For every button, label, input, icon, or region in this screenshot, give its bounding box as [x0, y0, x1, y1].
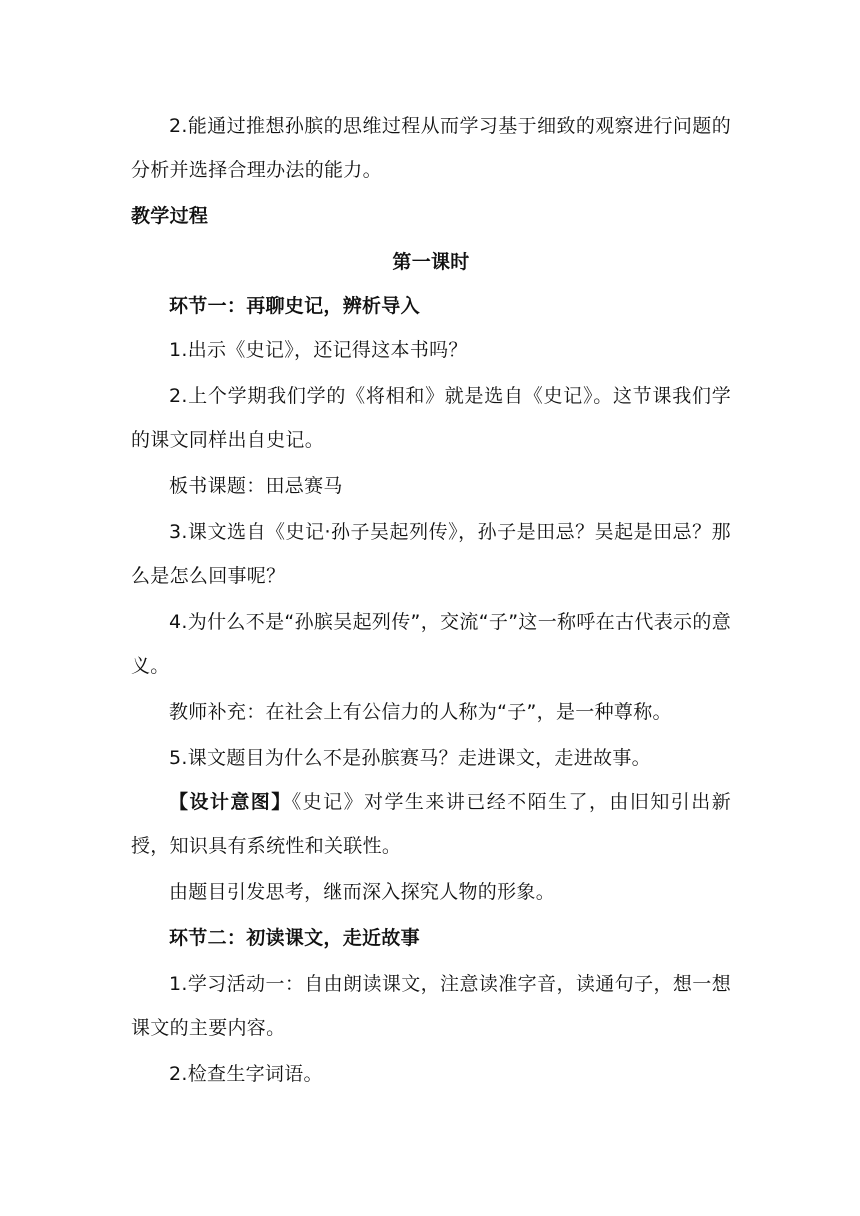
stage-one-item-4: 4.为什么不是“孙膑吴起列传”，交流“子”这一称呼在古代表示的意义。	[131, 611, 731, 677]
stage-one-item-3: 3.课文选自《史记·孙子吴起列传》，孙子是田忌？吴起是田忌？那么是怎么回事呢？	[131, 521, 731, 587]
objective-2-paragraph: 2.能通过推想孙膑的思维过程从而学习基于细致的观察进行问题的分析并选择合理办法的能力。	[131, 115, 731, 181]
design-intent-paragraph	[131, 780, 731, 868]
stage-one-item-1: 1.出示《史记》，还记得这本书吗？	[169, 339, 468, 361]
stage-one-heading: 环节一：再聊史记，辨析导入	[169, 295, 420, 317]
design-intent-label: 【设计意图】	[169, 791, 292, 813]
teacher-supplement-note: 教师补充：在社会上有公信力的人称为“子”，是一种尊称。	[169, 701, 672, 723]
stage-one-item-5: 5.课文题目为什么不是孙膑赛马？走进课文，走进故事。	[169, 747, 651, 769]
stage-two-item-2: 2.检查生字词语。	[169, 1063, 323, 1085]
stage-one-item-2: 2.上个学期我们学的《将相和》就是选自《史记》。这节课我们学的课文同样出自史记。	[131, 385, 731, 451]
stage-two-heading: 环节二：初读课文，走近故事	[169, 927, 420, 949]
blackboard-title-note: 板书课题：田忌赛马	[169, 475, 343, 497]
stage-two-item-1: 1.学习活动一：自由朗读课文，注意读准字音，读通句子，想一想课文的主要内容。	[131, 973, 731, 1039]
design-intent-text: 《史记》对学生来讲已经不陌生了，由旧知引出新授，知识具有系统性和关联性。	[131, 791, 731, 857]
section-heading-teaching-process: 教学过程	[131, 205, 209, 227]
inquiry-paragraph: 由题目引发思考，继而深入探究人物的形象。	[169, 881, 556, 903]
lesson-heading-first-period: 第一课时	[392, 251, 470, 273]
